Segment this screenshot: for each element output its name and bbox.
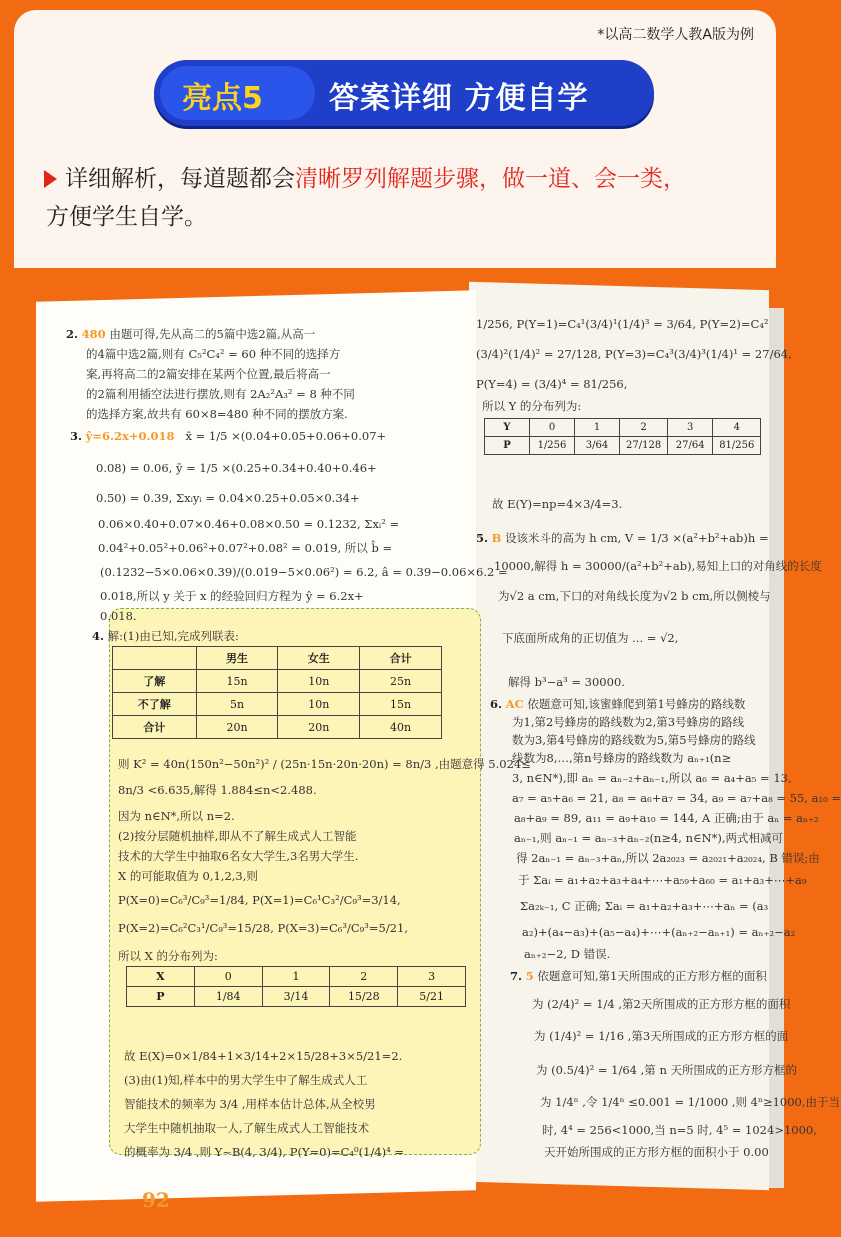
q3-line-6: (0.1232−5×0.06×0.39)/(0.019−5×0.06²) = 6.2, â = 0.39−0.06×6.2 = xyxy=(100,565,508,579)
q7-line-6: 时, 4⁴ = 256<1000,当 n=5 时, 4⁵ = 1024>1000, xyxy=(542,1123,817,1137)
q6-line-1: 6. AC 依题意可知,该蜜蜂爬到第1号蜂房的路线数 xyxy=(490,697,746,711)
promo-card xyxy=(14,10,841,1212)
q3-line-5: 0.04²+0.05²+0.06²+0.07²+0.08² = 0.019, 所以 b̂ = xyxy=(98,541,393,555)
q3-line-2: 0.08) = 0.06, ȳ = 1/5 ×(0.25+0.34+0.40+0.46+ xyxy=(96,461,377,475)
q6-line-13: aₙ₊₂−2, D 错误. xyxy=(524,947,611,961)
q4-cont-line-5: 故 E(Y)=np=4×3/4=3. xyxy=(492,497,623,511)
q6-line-6: a₇ = a₅+a₆ = 21, a₈ = a₆+a₇ = 34, a₉ = a₇+a₈ = 55, a₁₀ = xyxy=(512,791,841,805)
q2-line-5: 的选择方案,故共有 60×8=480 种不同的摆放方案. xyxy=(86,407,348,421)
q4-line-5: (2)按分层随机抽样,即从不了解生成式人工智能 xyxy=(118,829,357,843)
table-row: 不了解 5n 10n 15n xyxy=(113,693,442,716)
book-photo xyxy=(14,268,841,1212)
q4-line-7: X 的可能取值为 0,1,2,3,则 xyxy=(118,869,258,883)
q4-line-4: 因为 n∈N*,所以 n=2. xyxy=(118,809,235,823)
q3-line-7: 0.018,所以 y 关于 x 的经验回归方程为 ŷ = 6.2x+ xyxy=(100,589,364,603)
intro-part2: 方便学生自学。 xyxy=(46,204,207,230)
q4-line-1: 4. 解:(1)由已知,完成列联表: xyxy=(92,629,239,643)
badge-title: 答案详细 方便自学 xyxy=(329,81,589,116)
bullet-triangle-icon xyxy=(44,170,57,188)
q4-cont-line-4: 所以 Y 的分布列为: xyxy=(482,399,582,413)
table-row: P 1/84 3/14 15/28 5/21 xyxy=(127,987,466,1007)
q5-line-2: 10000,解得 h = 30000/(a²+b²+ab),易知上口的对角线的长度 xyxy=(494,559,822,573)
q7-line-1: 7. 5 依题意可知,第1天所围成的正方形方框的面积 xyxy=(510,969,767,983)
q7-line-3: 为 (1/4)² = 1/16 ,第3天所围成的正方形方框的面 xyxy=(534,1029,789,1043)
q4-line-9: P(X=2)=C₆²C₃¹/C₉³=15/28, P(X=3)=C₆³/C₉³=5/21, xyxy=(118,921,409,935)
q5-line-1: 5. B 设该米斗的高为 h cm, V = 1/3 ×(a²+b²+ab)h = xyxy=(476,531,769,545)
q7-line-7: 天开始所围成的正方形方框的面积小于 0.00 xyxy=(544,1145,769,1159)
table-row: P 1/256 3/64 27/128 27/64 81/256 xyxy=(485,437,761,455)
q6-line-9: 得 2aₙ₋₁ = aₙ₋₃+aₙ,所以 2a₂₀₂₃ = a₂₀₂₁+a₂₀₂₄, B 错误;由 xyxy=(516,851,820,865)
q6-line-2: 为1,第2号蜂房的路线数为2,第3号蜂房的路线 xyxy=(512,715,745,729)
q2-line-2: 的4篇中选2篇,则有 C₅²C₄² = 60 种不同的选择方 xyxy=(86,347,341,361)
page-number: 92 xyxy=(142,1188,170,1212)
q4-line-13: 智能技术的频率为 3/4 ,用样本估计总体,从全校男 xyxy=(124,1097,376,1111)
q4-contingency-table xyxy=(112,646,442,739)
q3-line-3: 0.50) = 0.39, Σxᵢyᵢ = 0.04×0.25+0.05×0.34+ xyxy=(96,491,360,505)
q4-line-12: (3)由(1)知,样本中的男大学生中了解生成式人工 xyxy=(124,1073,368,1087)
q4-line-11: 故 E(X)=0×1/84+1×3/14+2×15/28+3×5/21=2. xyxy=(124,1049,403,1063)
q2-line-3: 案,再将高二的2篇安排在某两个位置,最后将高一 xyxy=(86,367,331,381)
q6-line-7: a₈+a₉ = 89, a₁₁ = a₉+a₁₀ = 144, A 正确;由于 aₙ = aₙ₊₂ xyxy=(514,811,819,825)
table-row: X 0 1 2 3 xyxy=(127,967,466,987)
q4-line-14: 大学生中随机抽取一人,了解生成式人工智能技术 xyxy=(124,1121,370,1135)
q7-line-5: 为 1/4ⁿ ,令 1/4ⁿ ≤0.001 = 1/1000 ,则 4ⁿ≥1000,由于当 xyxy=(540,1095,841,1109)
q4-line-6: 技术的大学生中抽取6名女大学生,3名男大学生. xyxy=(118,849,359,863)
intro-highlight: 清晰罗列解题步骤，做一道、会一类， xyxy=(295,166,686,192)
q6-line-10: 于 Σaᵢ = a₁+a₂+a₃+a₄+⋯+a₅₉+a₆₀ = a₁+a₃+⋯+a₉ xyxy=(518,873,807,887)
q2-line-1: 2. 480 由题可得,先从高二的5篇中选2篇,从高一 xyxy=(66,327,316,341)
q4-line-10: 所以 X 的分布列为: xyxy=(118,949,218,963)
edition-note: *以高二数学人教A版为例 xyxy=(597,27,754,43)
q3-line-8: 0.018. xyxy=(100,609,137,623)
q4-line-15: 的概率为 3/4 ,则 Y~B(4, 3/4), P(Y=0)=C₄⁰(1/4)⁴ = xyxy=(124,1145,405,1159)
q6-line-4: 线数为8,…,第n号蜂房的路线数为 aₙ₊₁(n≥ xyxy=(512,751,732,765)
q6-line-5: 3, n∈N*),即 aₙ = aₙ₋₂+aₙ₋₁,所以 a₆ = a₄+a₅ = 13, xyxy=(512,771,792,785)
q6-line-12: a₂)+(a₄−a₃)+(a₅−a₄)+⋯+(aₙ₊₂−aₙ₊₁) = aₙ₊₂−a₂ xyxy=(522,925,796,939)
q5-line-3: 为√2 a cm,下口的对角线长度为√2 b cm,所以侧棱与 xyxy=(498,589,771,603)
q3-line-4: 0.06×0.40+0.07×0.46+0.08×0.50 = 0.1232, Σxᵢ² = xyxy=(98,517,400,531)
q4-cont-line-1: 1/256, P(Y=1)=C₄¹(3/4)¹(1/4)³ = 3/64, P(Y=2)=C₄² xyxy=(476,317,769,331)
table-row: 合计 20n 20n 40n xyxy=(113,716,442,739)
q4-line-8: P(X=0)=C₆³/C₉³=1/84, P(X=1)=C₆¹C₃²/C₉³=3/14, xyxy=(118,893,401,907)
q6-line-11: Σa₂ₖ₋₁, C 正确; Σaᵢ = a₁+a₂+a₃+⋯+aₙ = (a₃ xyxy=(520,899,769,913)
badge-highlight: 亮点5 xyxy=(182,81,263,116)
q3-line-1: 3. ŷ=6.2x+0.018 x̄ = 1/5 ×(0.04+0.05+0.06+0.07+ xyxy=(70,429,387,443)
q7-line-4: 为 (0.5/4)² = 1/64 ,第 n 天所围成的正方形方框的 xyxy=(536,1063,798,1077)
table-row: 了解 15n 10n 25n xyxy=(113,670,442,693)
table-row: 男生 女生 合计 xyxy=(113,647,442,670)
intro-text xyxy=(44,160,764,236)
q4-line-3: 8n/3 <6.635,解得 1.884≤n<2.488. xyxy=(118,783,317,797)
intro-part1: 详细解析，每道题都会 xyxy=(65,166,295,192)
feature-badge xyxy=(154,60,654,126)
q6-line-3: 数为3,第4号蜂房的路线数为5,第5号蜂房的路线 xyxy=(512,733,756,747)
q5-line-5: 解得 b³−a³ = 30000. xyxy=(508,675,625,689)
q4-cont-line-2: (3/4)²(1/4)² = 27/128, P(Y=3)=C₄³(3/4)³(1/4)¹ = 27/64, xyxy=(476,347,792,361)
table-row: Y 0 1 2 3 4 xyxy=(485,419,761,437)
q4-cont-line-3: P(Y=4) = (3/4)⁴ = 81/256, xyxy=(476,377,628,391)
y-distribution-table xyxy=(484,418,761,455)
q4-distribution-table xyxy=(126,966,466,1007)
q5-line-4: 下底面所成角的正切值为 ... = √2, xyxy=(502,631,679,645)
q4-line-2: 则 K² = 40n(150n²−50n²)² / (25n·15n·20n·20n) = 8n/3 ,由题意得 5.024≤ xyxy=(118,757,531,771)
q2-line-4: 的2篇利用插空法进行摆放,则有 2A₂²A₃² = 8 种不同 xyxy=(86,387,355,401)
q6-line-8: aₙ₋₁,则 aₙ₋₁ = aₙ₋₃+aₙ₋₂(n≥4, n∈N*),两式相减可 xyxy=(514,831,783,845)
q7-line-2: 为 (2/4)² = 1/4 ,第2天所围成的正方形方框的面积 xyxy=(532,997,791,1011)
